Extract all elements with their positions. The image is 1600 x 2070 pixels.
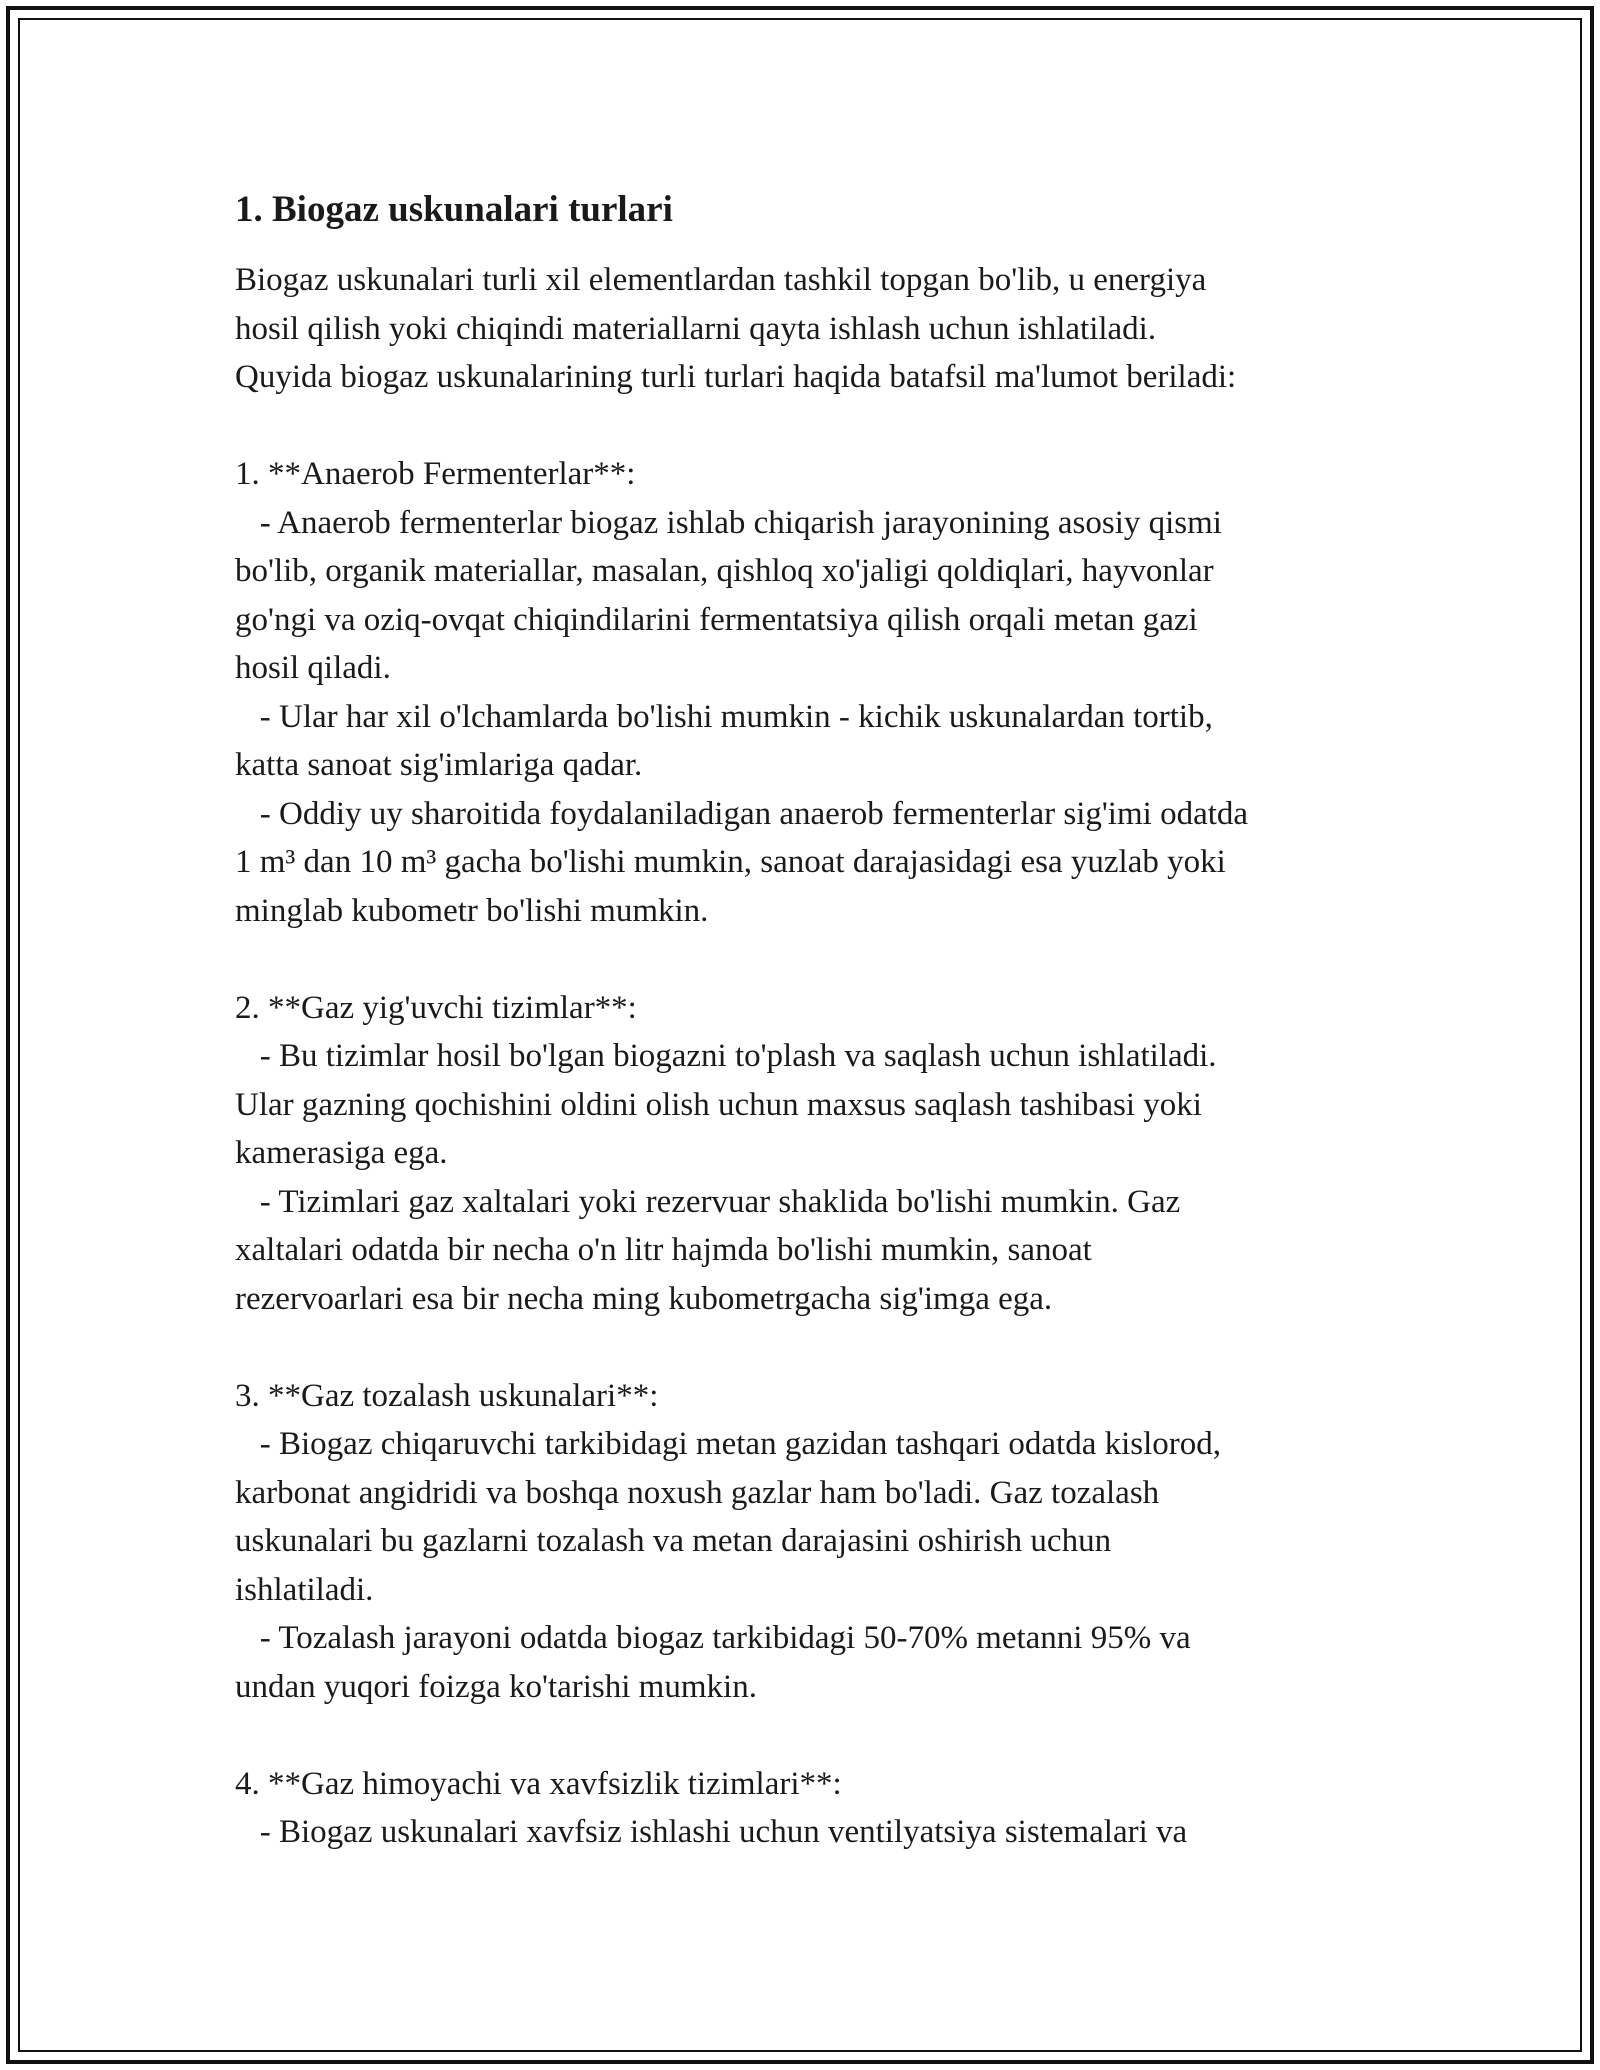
text-line: - Bu tizimlar hosil bo'lgan biogazni to'plash va saqlash uchun ishlatiladi.: [235, 1038, 1217, 1074]
text-line: ishlatiladi.: [235, 1571, 374, 1608]
text-line: 2. **Gaz yig'uvchi tizimlar**:: [235, 989, 637, 1026]
blank-line: [235, 402, 1415, 451]
text-line: - Anaerob fermenterlar biogaz ishlab chiqarish jarayonining asosiy qismi: [235, 504, 1222, 541]
text-line: minglab kubometr bo'lishi mumkin.: [235, 892, 709, 929]
text-line: xaltalari odatda bir necha o'n litr hajmda bo'lishi mumkin, sanoat: [235, 1232, 1092, 1268]
blank-line: [235, 935, 1415, 984]
text-line: hosil qilish yoki chiqindi materiallarni qayta ishlash uchun ishlatiladi.: [235, 310, 1157, 347]
document-title: 1. Biogaz uskunalari turlari: [235, 189, 673, 230]
text-line: katta sanoat sig'imlariga qadar.: [235, 747, 643, 783]
text-line: undan yuqori foizga ko'tarishi mumkin.: [235, 1668, 757, 1705]
text-line: hosil qiladi.: [235, 650, 391, 686]
text-line: - Biogaz uskunalari xavfsiz ishlashi uchun ventilyatsiya sistemalari va: [235, 1814, 1188, 1850]
document-body: [235, 256, 1415, 1857]
text-line: 1. **Anaerob Fermenterlar**:: [235, 456, 636, 492]
document-page: [235, 186, 1415, 1857]
text-line: karbonat angidridi va boshqa noxush gazlar ham bo'ladi. Gaz tozalash: [235, 1474, 1160, 1511]
text-line: kamerasiga ega.: [235, 1135, 448, 1171]
text-line: bo'lib, organik materiallar, masalan, qishloq xo'jaligi qoldiqlari, hayvonlar: [235, 553, 1214, 589]
text-line: go'ngi va oziq-ovqat chiqindilarini fermentatsiya qilish orqali metan gazi: [235, 601, 1198, 638]
text-line: Ular gazning qochishini oldini olish uchun maxsus saqlash tashibasi yoki: [235, 1086, 1202, 1123]
text-line: Biogaz uskunalari turli xil elementlardan tashkil topgan bo'lib, u energiya: [235, 262, 1207, 298]
text-line: - Tozalash jarayoni odatda biogaz tarkibidagi 50-70% metanni 95% va: [235, 1620, 1191, 1656]
text-line: - Biogaz chiqaruvchi tarkibidagi metan gazidan tashqari odatda kislorod,: [235, 1426, 1222, 1462]
text-line: 4. **Gaz himoyachi va xavfsizlik tizimlari**:: [235, 1765, 842, 1802]
text-line: uskunalari bu gazlarni tozalash va metan darajasini oshirish uchun: [235, 1523, 1112, 1559]
text-line: rezervoarlari esa bir necha ming kubometrgacha sig'imga ega.: [235, 1280, 1053, 1317]
blank-line: [235, 1711, 1415, 1760]
text-line: Quyida biogaz uskunalarining turli turlari haqida batafsil ma'lumot beriladi:: [235, 359, 1237, 395]
text-line: 3. **Gaz tozalash uskunalari**:: [235, 1377, 659, 1414]
text-line: 1 m³ dan 10 m³ gacha bo'lishi mumkin, sanoat darajasidagi esa yuzlab yoki: [235, 844, 1226, 880]
text-line: - Tizimlari gaz xaltalari yoki rezervuar shaklida bo'lishi mumkin. Gaz: [235, 1183, 1181, 1220]
blank-line: [235, 1323, 1415, 1372]
text-line: - Ular har xil o'lchamlarda bo'lishi mumkin - kichik uskunalardan tortib,: [235, 698, 1213, 735]
text-line: - Oddiy uy sharoitida foydalaniladigan anaerob fermenterlar sig'imi odatda: [235, 795, 1249, 832]
